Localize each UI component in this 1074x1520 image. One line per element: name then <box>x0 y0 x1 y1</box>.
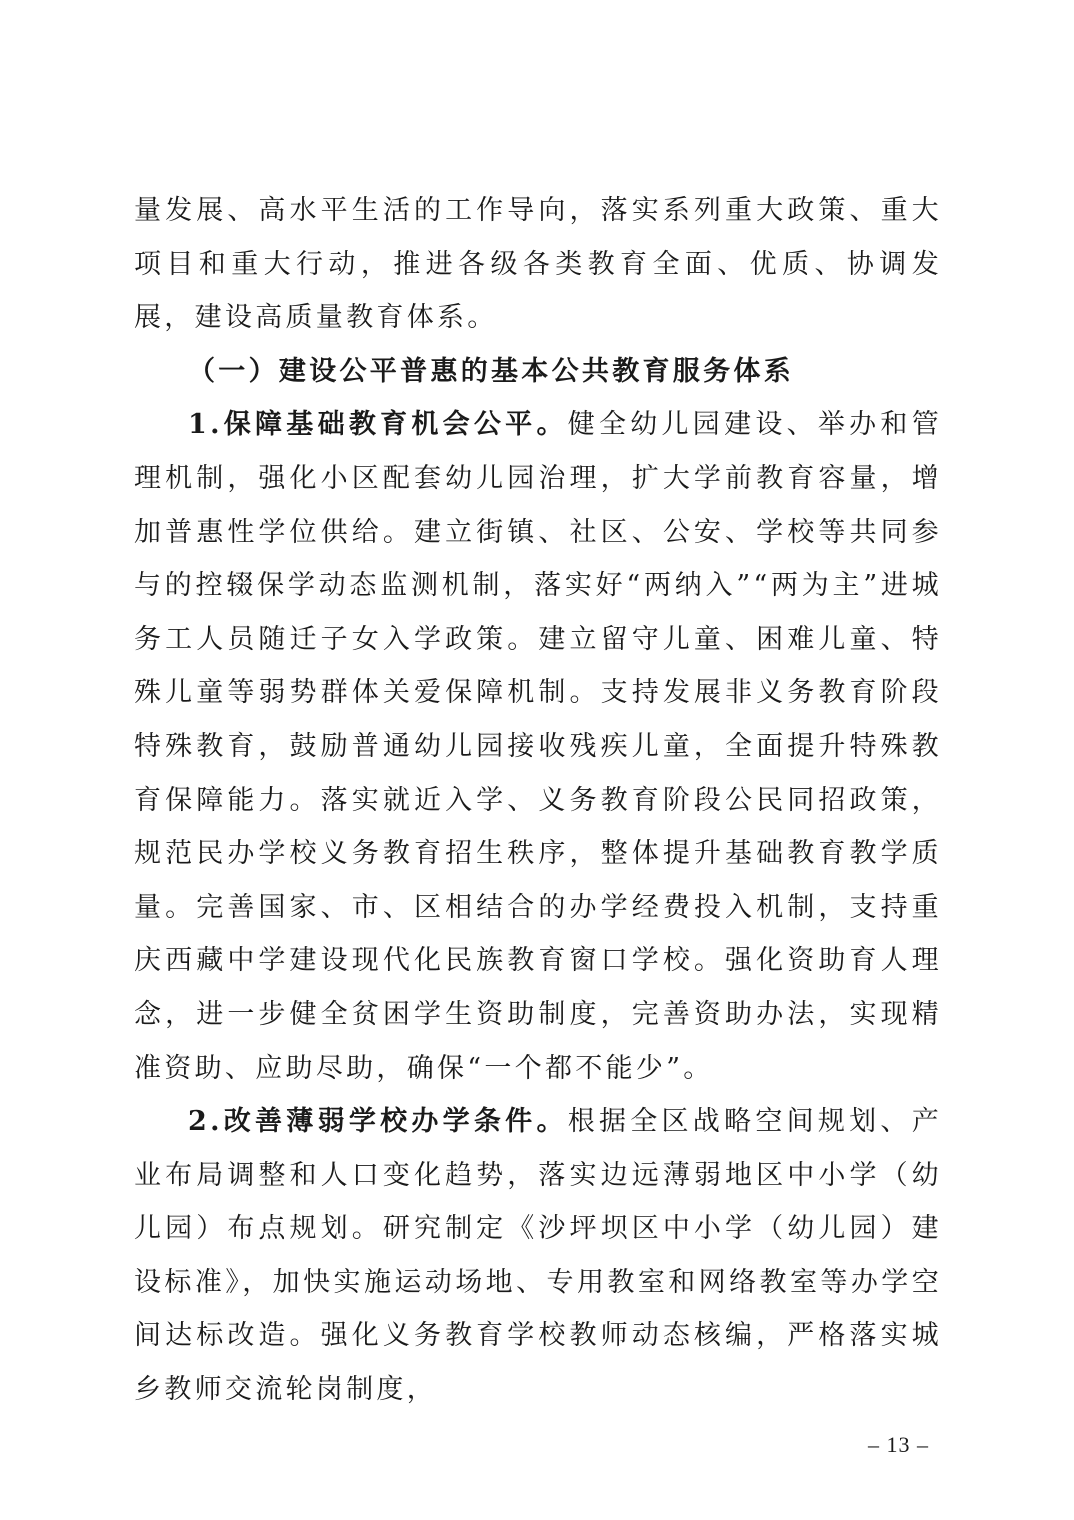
continuation-paragraph: 量发展、高水平生活的工作导向，落实系列重大政策、重大项目和重大行动，推进各级各类教育全面、优质、协调发展，建设高质量教育体系。 <box>134 195 942 334</box>
section-heading: （一）建设公平普惠的基本公共教育服务体系 <box>188 355 794 387</box>
item-1-lead: 1.保障基础教育机会公平。 <box>188 409 568 441</box>
item-1-body: 健全幼儿园建设、举办和管理机制，强化小区配套幼儿园治理，扩大学前教育容量，增加普惠性学位供给。建立街镇、社区、公安、学校等共同参与的控辍保学动态监测机制，落实好“两纳入”“两为主”进城务工人员随迁子女入学政策。建立留守儿童、困难儿童、特殊儿童等弱势群体关爱保障机制。支持发展非义务教育阶段特殊教育，鼓励普通幼儿园接收残疾儿童，全面提升特殊教育保障能力。落实就近入学、义务教育阶段公民同招政策，规范民办学校义务教育招生秩序，整体提升基础教育教学质量。完善国家、市、区相结合的办学经费投入机制，支持重庆西藏中学建设现代化民族教育窗口学校。强化资助育人理念，进一步健全贫困学生资助制度，完善资助办法，实现精准资助、应助尽助，确保“一个都不能少”。 <box>134 409 942 1084</box>
item-1-paragraph <box>134 398 942 1095</box>
page-number: – 13 – <box>868 1432 929 1457</box>
item-2-paragraph <box>134 1095 942 1417</box>
item-2-body: 根据全区战略空间规划、产业布局调整和人口变化趋势，落实边远薄弱地区中小学（幼儿园）布点规划。研究制定《沙坪坝区中小学（幼儿园）建设标准》，加快实施运动场地、专用教室和网络教室等办学空间达标改造。强化义务教育学校教师动态核编，严格落实城乡教师交流轮岗制度， <box>134 1106 942 1406</box>
document-body <box>134 184 942 1417</box>
item-2-lead: 2.改善薄弱学校办学条件。 <box>188 1106 568 1138</box>
